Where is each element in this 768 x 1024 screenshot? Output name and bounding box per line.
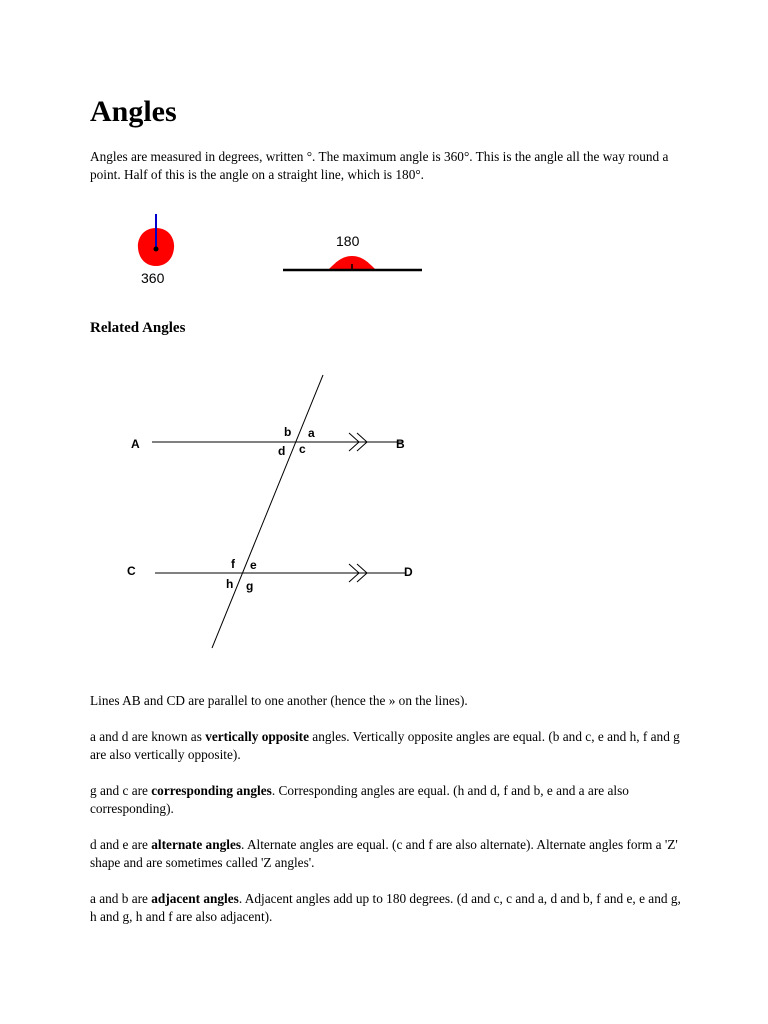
adjacent-term: adjacent angles xyxy=(151,891,239,906)
point-d-label: D xyxy=(404,565,413,579)
corresponding-paragraph: g and c are corresponding angles. Corresponding angles are equal. (h and d, f and b, e and a are also corresponding). xyxy=(90,783,629,816)
intro-paragraph: Angles are measured in degrees, written °. The maximum angle is 360°. This is the angle all the way round a point. Half of this is the angle on a straight line, which is 180°. xyxy=(90,149,669,182)
point-a-label: A xyxy=(131,437,140,451)
point-b-label: B xyxy=(396,437,405,451)
point-c-label: C xyxy=(127,564,136,578)
angle-c-label: c xyxy=(299,442,306,456)
transversal-line xyxy=(212,375,323,648)
parallel-paragraph: Lines AB and CD are parallel to one another (hence the » on the lines). xyxy=(90,693,468,708)
angle-a-label: a xyxy=(308,426,315,440)
vertically-opposite-paragraph: a and d are known as vertically opposite angles. Vertically opposite angles are equal. (b and c, e and h, f and g are also vertically opposite). xyxy=(90,729,680,762)
corresponding-term: corresponding angles xyxy=(151,783,272,798)
full-turn-label: 360 xyxy=(141,270,165,286)
alternate-term: alternate angles xyxy=(151,837,242,852)
angle-h-label: h xyxy=(226,577,234,591)
alternate-paragraph: d and e are alternate angles. Alternate angles are equal. (c and f are also alternate). Alternate angles form a 'Z' shape and are sometimes called 'Z angles'. xyxy=(90,837,678,870)
adjacent-paragraph: a and b are adjacent angles. Adjacent angles add up to 180 degrees. (d and c, c and a, d and b, f and e, e and g, h and g, h and f are also adjacent). xyxy=(90,891,681,924)
angle-b-label: b xyxy=(284,425,292,439)
angle-d-label: d xyxy=(278,444,286,458)
vertically-opposite-term: vertically opposite xyxy=(205,729,309,744)
angle-f-label: f xyxy=(231,557,235,571)
page-title: Angles xyxy=(90,95,177,128)
section-title: Related Angles xyxy=(90,320,186,336)
angle-g-label: g xyxy=(246,579,254,593)
angle-e-label: e xyxy=(250,558,257,572)
straight-angle-label: 180 xyxy=(336,233,360,249)
